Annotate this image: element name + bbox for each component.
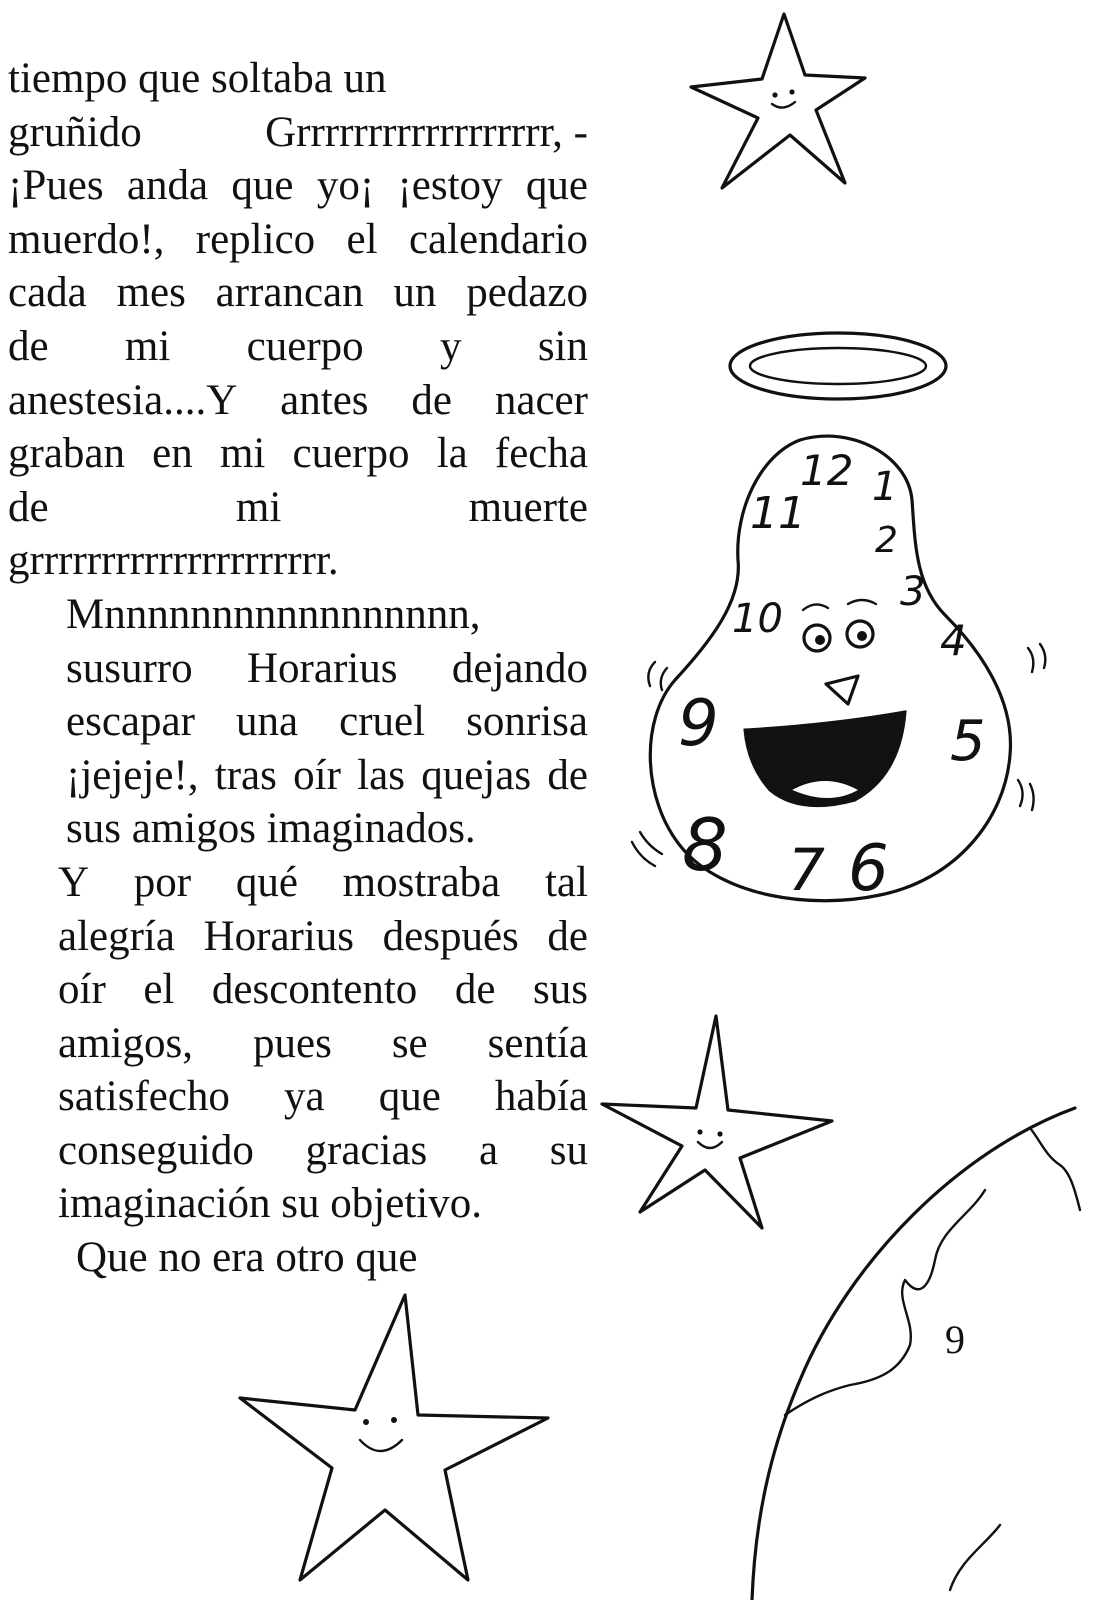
word: sus amigos imaginados.	[66, 805, 476, 853]
word: un	[393, 269, 437, 317]
word: antes	[280, 376, 369, 424]
word: amigos,	[58, 1019, 193, 1067]
word: su	[549, 1126, 588, 1174]
word: sonrisa	[466, 698, 588, 746]
word: mi	[219, 430, 266, 478]
word: las	[357, 751, 405, 799]
word: sentía	[487, 1019, 588, 1067]
word: arrancan	[215, 269, 364, 317]
page-number: 9	[945, 1317, 965, 1362]
word: mi	[124, 322, 171, 370]
clock-digit-9: 9	[678, 687, 719, 761]
clock-digit-7: 7	[788, 836, 825, 904]
word: pues	[252, 1019, 332, 1067]
word: calendario	[408, 215, 588, 263]
word: se	[391, 1019, 428, 1067]
word: mes	[116, 269, 186, 317]
clock-digit-8: 8	[682, 803, 728, 887]
word: replico	[195, 215, 316, 263]
halo-icon	[730, 333, 946, 399]
word: de	[454, 966, 496, 1014]
word: sus	[533, 966, 588, 1014]
word: pedazo	[466, 269, 588, 317]
clock-digit-2: 2	[875, 520, 898, 561]
word: que	[231, 162, 294, 210]
word: en	[152, 430, 193, 478]
word: qué	[235, 858, 298, 906]
clock-digit-10: 10	[732, 596, 783, 642]
word: de	[8, 322, 49, 370]
clock-digit-5: 5	[950, 709, 986, 774]
word: había	[494, 1073, 588, 1121]
word: de	[547, 751, 588, 799]
word: yo¡	[316, 162, 375, 210]
word: mi	[235, 483, 282, 531]
word: muerdo!,	[8, 215, 165, 263]
word: dejando	[451, 644, 588, 692]
word: Y	[58, 858, 90, 906]
word: tras	[214, 751, 277, 799]
word: ¡jejeje!,	[66, 751, 199, 799]
word: la	[436, 430, 468, 478]
word: conseguido	[58, 1126, 254, 1174]
word: anda	[126, 162, 209, 210]
word: oír	[58, 966, 106, 1014]
star-middle-right-icon	[602, 1016, 832, 1228]
word: graban	[8, 430, 125, 478]
word: el	[346, 215, 378, 263]
word: satisfecho	[58, 1073, 230, 1121]
word: Mnnnnnnnnnnnnnnnnn,	[66, 590, 481, 638]
word: de	[8, 483, 49, 531]
word: imaginación su objetivo.	[58, 1180, 482, 1228]
star-bottom-icon	[240, 1295, 548, 1580]
word: cruel	[339, 698, 426, 746]
word: alegría	[58, 912, 175, 960]
word: a	[478, 1126, 499, 1174]
clock-digit-1: 1	[872, 464, 898, 510]
word: cada	[8, 269, 87, 317]
word: Que no era otro que	[76, 1234, 418, 1282]
star-top-right-icon	[691, 14, 865, 188]
word: Horarius	[247, 644, 398, 692]
word: cuerpo	[292, 430, 410, 478]
word: ¡estoy	[397, 162, 503, 210]
word: que	[525, 162, 588, 210]
word: ¡Pues	[8, 162, 104, 210]
word: y	[439, 322, 462, 370]
word: ya	[284, 1073, 325, 1121]
word: mostraba	[342, 858, 501, 906]
word: fecha	[494, 430, 588, 478]
word: Grrrrrrrrrrrrrrrrrr, -	[265, 108, 588, 156]
word: gruñido	[8, 108, 142, 156]
planet-icon	[752, 1108, 1080, 1600]
word: quejas	[421, 751, 532, 799]
clock-digit-11: 11	[750, 488, 806, 539]
word: sin	[537, 322, 588, 370]
word: que	[378, 1073, 441, 1121]
word: una	[235, 698, 299, 746]
clock-digit-12: 12	[800, 446, 854, 495]
word: susurro	[66, 644, 193, 692]
clock-character-icon	[632, 436, 1045, 906]
word: cuerpo	[246, 322, 364, 370]
word: tal	[544, 858, 588, 906]
word: Horarius	[203, 912, 355, 960]
clock-digit-3: 3	[900, 569, 926, 615]
clock-digit-6: 6	[848, 832, 889, 906]
word: por	[133, 858, 192, 906]
word: muerte	[468, 483, 588, 531]
word: nacer	[494, 376, 588, 424]
word: descontento	[211, 966, 418, 1014]
word: de	[411, 376, 452, 424]
word: después	[382, 912, 519, 960]
word: grrrrrrrrrrrrrrrrrrrrr.	[8, 537, 339, 585]
word: escapar	[66, 698, 195, 746]
word: gracias	[305, 1126, 428, 1174]
word: anestesia....Y	[8, 376, 238, 424]
word: de	[547, 912, 588, 960]
word: oír	[293, 751, 341, 799]
clock-digit-4: 4	[940, 616, 967, 665]
word: tiempo que soltaba un	[8, 55, 387, 102]
word: el	[143, 966, 175, 1014]
